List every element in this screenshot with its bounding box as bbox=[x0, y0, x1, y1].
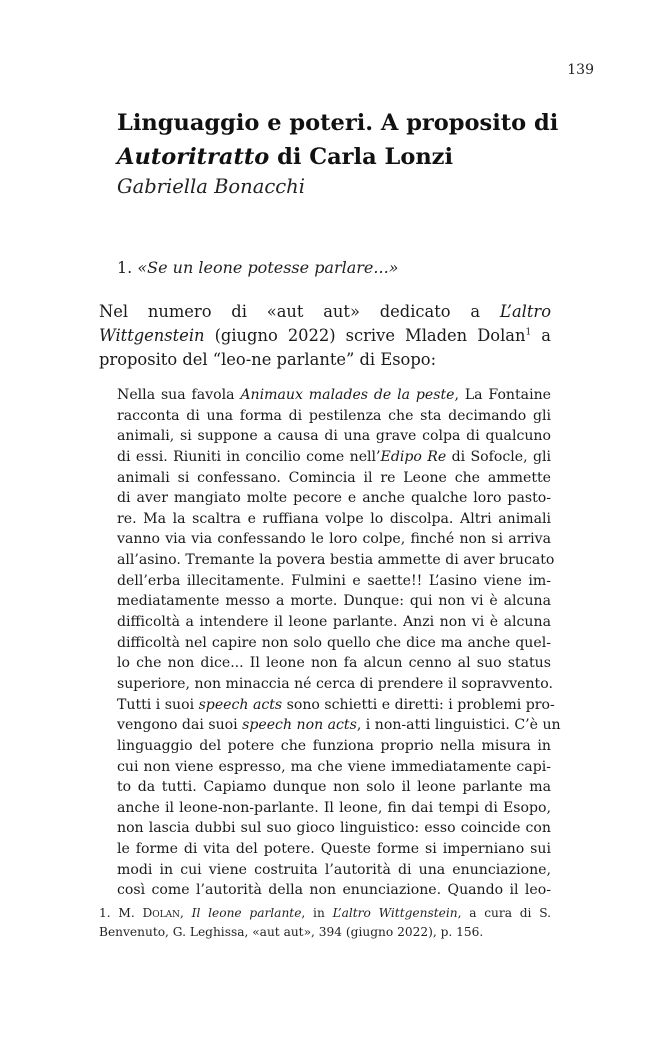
section-number: 1. bbox=[117, 258, 138, 277]
footnote-book: L’altro Wittgenstein bbox=[332, 906, 458, 920]
quote-line bbox=[117, 880, 551, 901]
quote-segment: cui non viene espresso, ma che viene immediatamente capi- bbox=[117, 758, 551, 775]
intro-text-3: a proposito del “leo-ne parlante” di Esopo: bbox=[99, 326, 551, 369]
title-italic: Autoritratto bbox=[117, 144, 270, 170]
quote-line bbox=[117, 385, 551, 406]
quote-line bbox=[117, 798, 551, 819]
intro-italic: L’altro Wittgenstein bbox=[99, 302, 551, 345]
quote-line bbox=[117, 674, 551, 695]
quote-line bbox=[117, 736, 551, 757]
quote-line bbox=[117, 653, 551, 674]
quote-line bbox=[117, 839, 551, 860]
title-part-1: Linguaggio e poteri. A proposito di bbox=[117, 110, 559, 136]
quote-segment: lo che non dice... Il leone non fa alcun cenno al suo status bbox=[117, 655, 551, 672]
quote-line bbox=[117, 591, 551, 612]
quote-segment: difficoltà nel capire non solo quello che dice ma anche quel- bbox=[117, 634, 551, 651]
footnote-in: , in bbox=[301, 906, 333, 920]
quote-line bbox=[117, 818, 551, 839]
quote-segment: vanno via via confessando le loro colpe, finché non si arriva bbox=[117, 531, 551, 548]
quote-segment: Nella sua favola bbox=[117, 387, 241, 403]
quote-segment: racconta di una forma di pestilenza che sta decimando gli bbox=[117, 407, 551, 424]
footnote-sep: , bbox=[180, 906, 192, 920]
block-quote bbox=[117, 385, 561, 901]
quote-segment: di aver mangiato molte pecore e anche qualche loro pasto- bbox=[117, 490, 551, 507]
quote-segment: dell’erba illecitamente. Fulmini e saette!! L’asino viene im- bbox=[117, 572, 551, 589]
quote-segment: to da tutti. Capiamo dunque non solo il leone parlante ma bbox=[117, 779, 551, 796]
quote-segment: animali si confessano. Comincia il re Leone che ammette bbox=[117, 469, 551, 486]
quote-segment: , i non-atti linguistici. C’è un bbox=[356, 717, 561, 734]
quote-line bbox=[117, 550, 555, 571]
quote-segment: così come l’autorità della non enunciazione. Quando il leo- bbox=[117, 882, 551, 899]
footnote-reference[interactable]: 1 bbox=[525, 327, 532, 338]
quote-segment: linguaggio del potere che funziona proprio nella misura in bbox=[117, 737, 551, 754]
quote-line bbox=[117, 757, 551, 778]
author-name: Gabriella Bonacchi bbox=[117, 175, 305, 198]
footnote-author: Dolan bbox=[142, 906, 181, 920]
quote-segment: Tutti i suoi bbox=[117, 696, 199, 713]
intro-paragraph bbox=[99, 300, 551, 372]
quote-segment: all’asino. Tremante la povera bestia ammette di aver brucato bbox=[117, 552, 555, 569]
footnote-title: Il leone parlante bbox=[191, 906, 302, 920]
quote-segment: difficoltà a intendere il leone parlante. Anzi non vi è alcuna bbox=[117, 614, 551, 631]
quote-line bbox=[117, 468, 551, 489]
quote-line bbox=[117, 447, 551, 468]
quote-line bbox=[117, 612, 551, 633]
quote-line bbox=[117, 715, 561, 736]
quote-line bbox=[117, 509, 551, 530]
footnote-number: 1. M. bbox=[99, 906, 143, 920]
page-number: 139 bbox=[567, 62, 594, 78]
quote-line bbox=[117, 488, 551, 509]
section-title: «Se un leone potesse parlare...» bbox=[137, 258, 399, 277]
title-part-2: di Carla Lonzi bbox=[269, 144, 454, 170]
quote-line bbox=[117, 633, 551, 654]
quote-segment: anche il leone-non-parlante. Il leone, fin dai tempi di Esopo, bbox=[117, 799, 551, 816]
quote-line bbox=[117, 695, 555, 716]
quote-segment: modi in cui viene costruita l’autorità di una enunciazione, bbox=[117, 861, 551, 878]
intro-text-2: (giugno 2022) scrive Mladen Dolan bbox=[204, 326, 526, 345]
quote-segment: sono schietti e diretti: i problemi pro- bbox=[282, 696, 555, 713]
quote-italic-segment: Animaux malades de la peste bbox=[240, 387, 455, 403]
quote-segment: re. Ma la scaltra e ruffiana volpe lo discolpa. Altri animali bbox=[117, 510, 551, 527]
quote-segment: di Sofocle, gli bbox=[446, 448, 551, 465]
quote-line bbox=[117, 426, 551, 447]
quote-segment: le forme di vita del potere. Queste forme si imperniano sui bbox=[117, 841, 551, 858]
quote-segment: di essi. Riuniti in concilio come nell’ bbox=[117, 448, 381, 465]
quote-italic-segment: speech acts bbox=[198, 696, 283, 713]
quote-line bbox=[117, 406, 551, 427]
quote-line bbox=[117, 777, 551, 798]
quote-segment: animali, si suppone a causa di una grave colpa di qualcuno bbox=[117, 428, 551, 445]
article-title bbox=[117, 106, 577, 174]
quote-segment: mediatamente messo a morte. Dunque: qui non vi è alcuna bbox=[117, 593, 551, 610]
quote-segment: vengono dai suoi bbox=[117, 717, 243, 734]
footnote bbox=[99, 904, 551, 942]
quote-line bbox=[117, 860, 551, 881]
quote-segment: superiore, non minaccia né cerca di prendere il sopravvento. bbox=[117, 675, 553, 692]
quote-segment: non lascia dubbi sul suo gioco linguistico: esso coincide con bbox=[117, 820, 551, 837]
intro-text-1: Nel numero di «aut aut» dedicato a bbox=[99, 302, 500, 321]
section-heading bbox=[117, 258, 398, 277]
quote-segment: , La Fontaine bbox=[454, 387, 551, 403]
footnote-rest: , a cura di S. Benvenuto, G. Leghissa, «aut aut», 394 (giugno 2022), p. 156. bbox=[99, 906, 552, 939]
quote-line bbox=[117, 529, 551, 550]
quote-italic-segment: Edipo Re bbox=[380, 448, 447, 465]
quote-line bbox=[117, 571, 551, 592]
quote-italic-segment: speech non acts bbox=[242, 717, 357, 734]
